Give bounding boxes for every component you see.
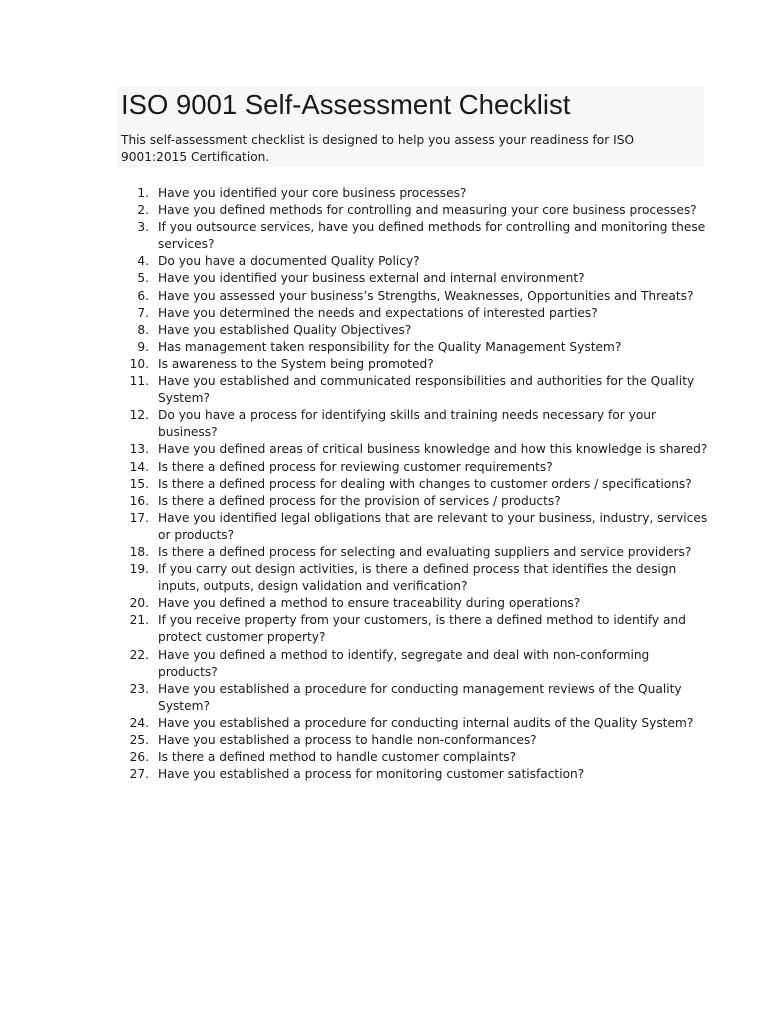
checklist-item-number: 15. [129,476,149,491]
checklist-item-number: 23. [129,681,149,696]
checklist-item-number: 27. [129,767,149,782]
checklist-item-number: 18. [129,544,149,559]
checklist-item [120,373,710,407]
checklist-item-number: 7. [137,305,149,320]
checklist-item [120,305,710,322]
checklist-item-number: 26. [129,750,149,765]
checklist-item-number: 8. [137,322,149,337]
checklist-item [120,493,710,510]
checklist-item-text: If you carry out design activities, is there a defined process that identifies the design inputs, outputs, design validation and verification? [158,562,677,594]
checklist-item-text: Is there a defined method to handle customer complaints? [158,750,517,765]
checklist-item-text: Have you established and communicated responsibilities and authorities for the Quality System? [158,374,695,406]
checklist-item [120,356,710,373]
checklist-item-text: Is awareness to the System being promoted? [158,356,434,371]
checklist-item [120,766,710,783]
checklist-item-number: 14. [129,459,149,474]
checklist-item [120,476,710,493]
checklist-item-text: Have you defined areas of critical business knowledge and how this knowledge is shared? [158,442,708,457]
checklist-item-text: Is there a defined process for the provision of services / products? [158,493,561,508]
checklist-item-text: If you outsource services, have you defined methods for controlling and monitoring these services? [158,220,706,252]
checklist-item-text: Is there a defined process for reviewing customer requirements? [158,459,553,474]
checklist-item-number: 11. [129,374,149,389]
checklist-item-number: 6. [137,288,149,303]
checklist-item [120,715,710,732]
checklist-item-number: 22. [129,647,149,662]
header-block [117,87,704,167]
checklist-item-number: 19. [129,562,149,577]
checklist-item-number: 17. [129,510,149,525]
checklist-item [120,561,710,595]
checklist-item-number: 3. [137,220,149,235]
checklist-item [120,270,710,287]
checklist-item [120,288,710,305]
checklist-item [120,441,710,458]
checklist-item-text: Have you established Quality Objectives? [158,322,412,337]
document-intro: This self-assessment checklist is designed to help you assess your readiness for ISO 9001:2015 Certification. [121,133,635,164]
checklist-item-text: Have you established a process for monitoring customer satisfaction? [158,767,585,782]
checklist-item [120,322,710,339]
checklist-item-text: Have you established a process to handle non-conformances? [158,733,537,747]
checklist-item-number: 21. [129,613,149,628]
checklist-item-text: Have you defined a method to ensure traceability during operations? [158,596,581,611]
checklist-item [120,339,710,356]
checklist-item [120,253,710,270]
checklist-item-text: Is there a defined process for dealing with changes to customer orders / specifications? [158,476,692,491]
checklist-item-text: Have you identified legal obligations that are relevant to your business, industry, services or products? [158,510,708,542]
checklist-item-number: 24. [129,715,149,730]
checklist-item [120,185,710,202]
checklist-item-number: 9. [137,339,149,354]
checklist-item-text: Do you have a documented Quality Policy? [158,254,420,269]
checklist-item-text: Have you determined the needs and expectations of interested parties? [158,305,598,320]
checklist-item [120,681,710,715]
checklist-item [120,749,710,766]
checklist-item-number: 4. [137,254,149,269]
checklist-item-text: Have you established a procedure for conducting management reviews of the Quality System? [158,681,682,713]
checklist-item-text: If you receive property from your customers, is there a defined method to identify and protect customer property? [158,613,686,645]
checklist-item [120,459,710,476]
checklist-item-text: Do you have a process for identifying skills and training needs necessary for your business? [158,408,657,440]
checklist-item-number: 25. [129,733,149,747]
checklist-item [120,544,710,561]
checklist-item [120,202,710,219]
checklist-item [120,407,710,441]
checklist-item-number: 1. [137,186,149,200]
checklist-item-text: Have you defined a method to identify, segregate and deal with non-conforming products? [158,647,650,679]
checklist-item-number: 20. [129,596,149,611]
checklist-item [120,595,710,612]
checklist-item-number: 10. [129,356,149,371]
checklist-item-text: Have you assessed your business’s Strengths, Weaknesses, Opportunities and Threats? [158,288,694,303]
document-title: ISO 9001 Self-Assessment Checklist [121,89,571,120]
checklist-item-number: 13. [129,442,149,457]
checklist-item [120,219,710,253]
checklist-item-text: Have you identified your core business processes? [158,186,467,200]
checklist-item [120,647,710,681]
checklist-item [120,612,710,646]
checklist-item-number: 5. [137,271,149,286]
checklist-item-text: Have you defined methods for controlling and measuring your core business processes? [158,203,697,218]
checklist-item-text: Is there a defined process for selecting and evaluating suppliers and service providers? [158,544,692,559]
checklist-item [120,732,710,749]
checklist [120,185,710,783]
checklist-item-number: 16. [129,493,149,508]
checklist-item-text: Have you established a procedure for conducting internal audits of the Quality System? [158,715,694,730]
checklist-item [120,510,710,544]
checklist-item-number: 12. [129,408,149,423]
checklist-item-text: Has management taken responsibility for the Quality Management System? [158,339,622,354]
checklist-item-number: 2. [137,203,149,218]
checklist-item-text: Have you identified your business external and internal environment? [158,271,585,286]
